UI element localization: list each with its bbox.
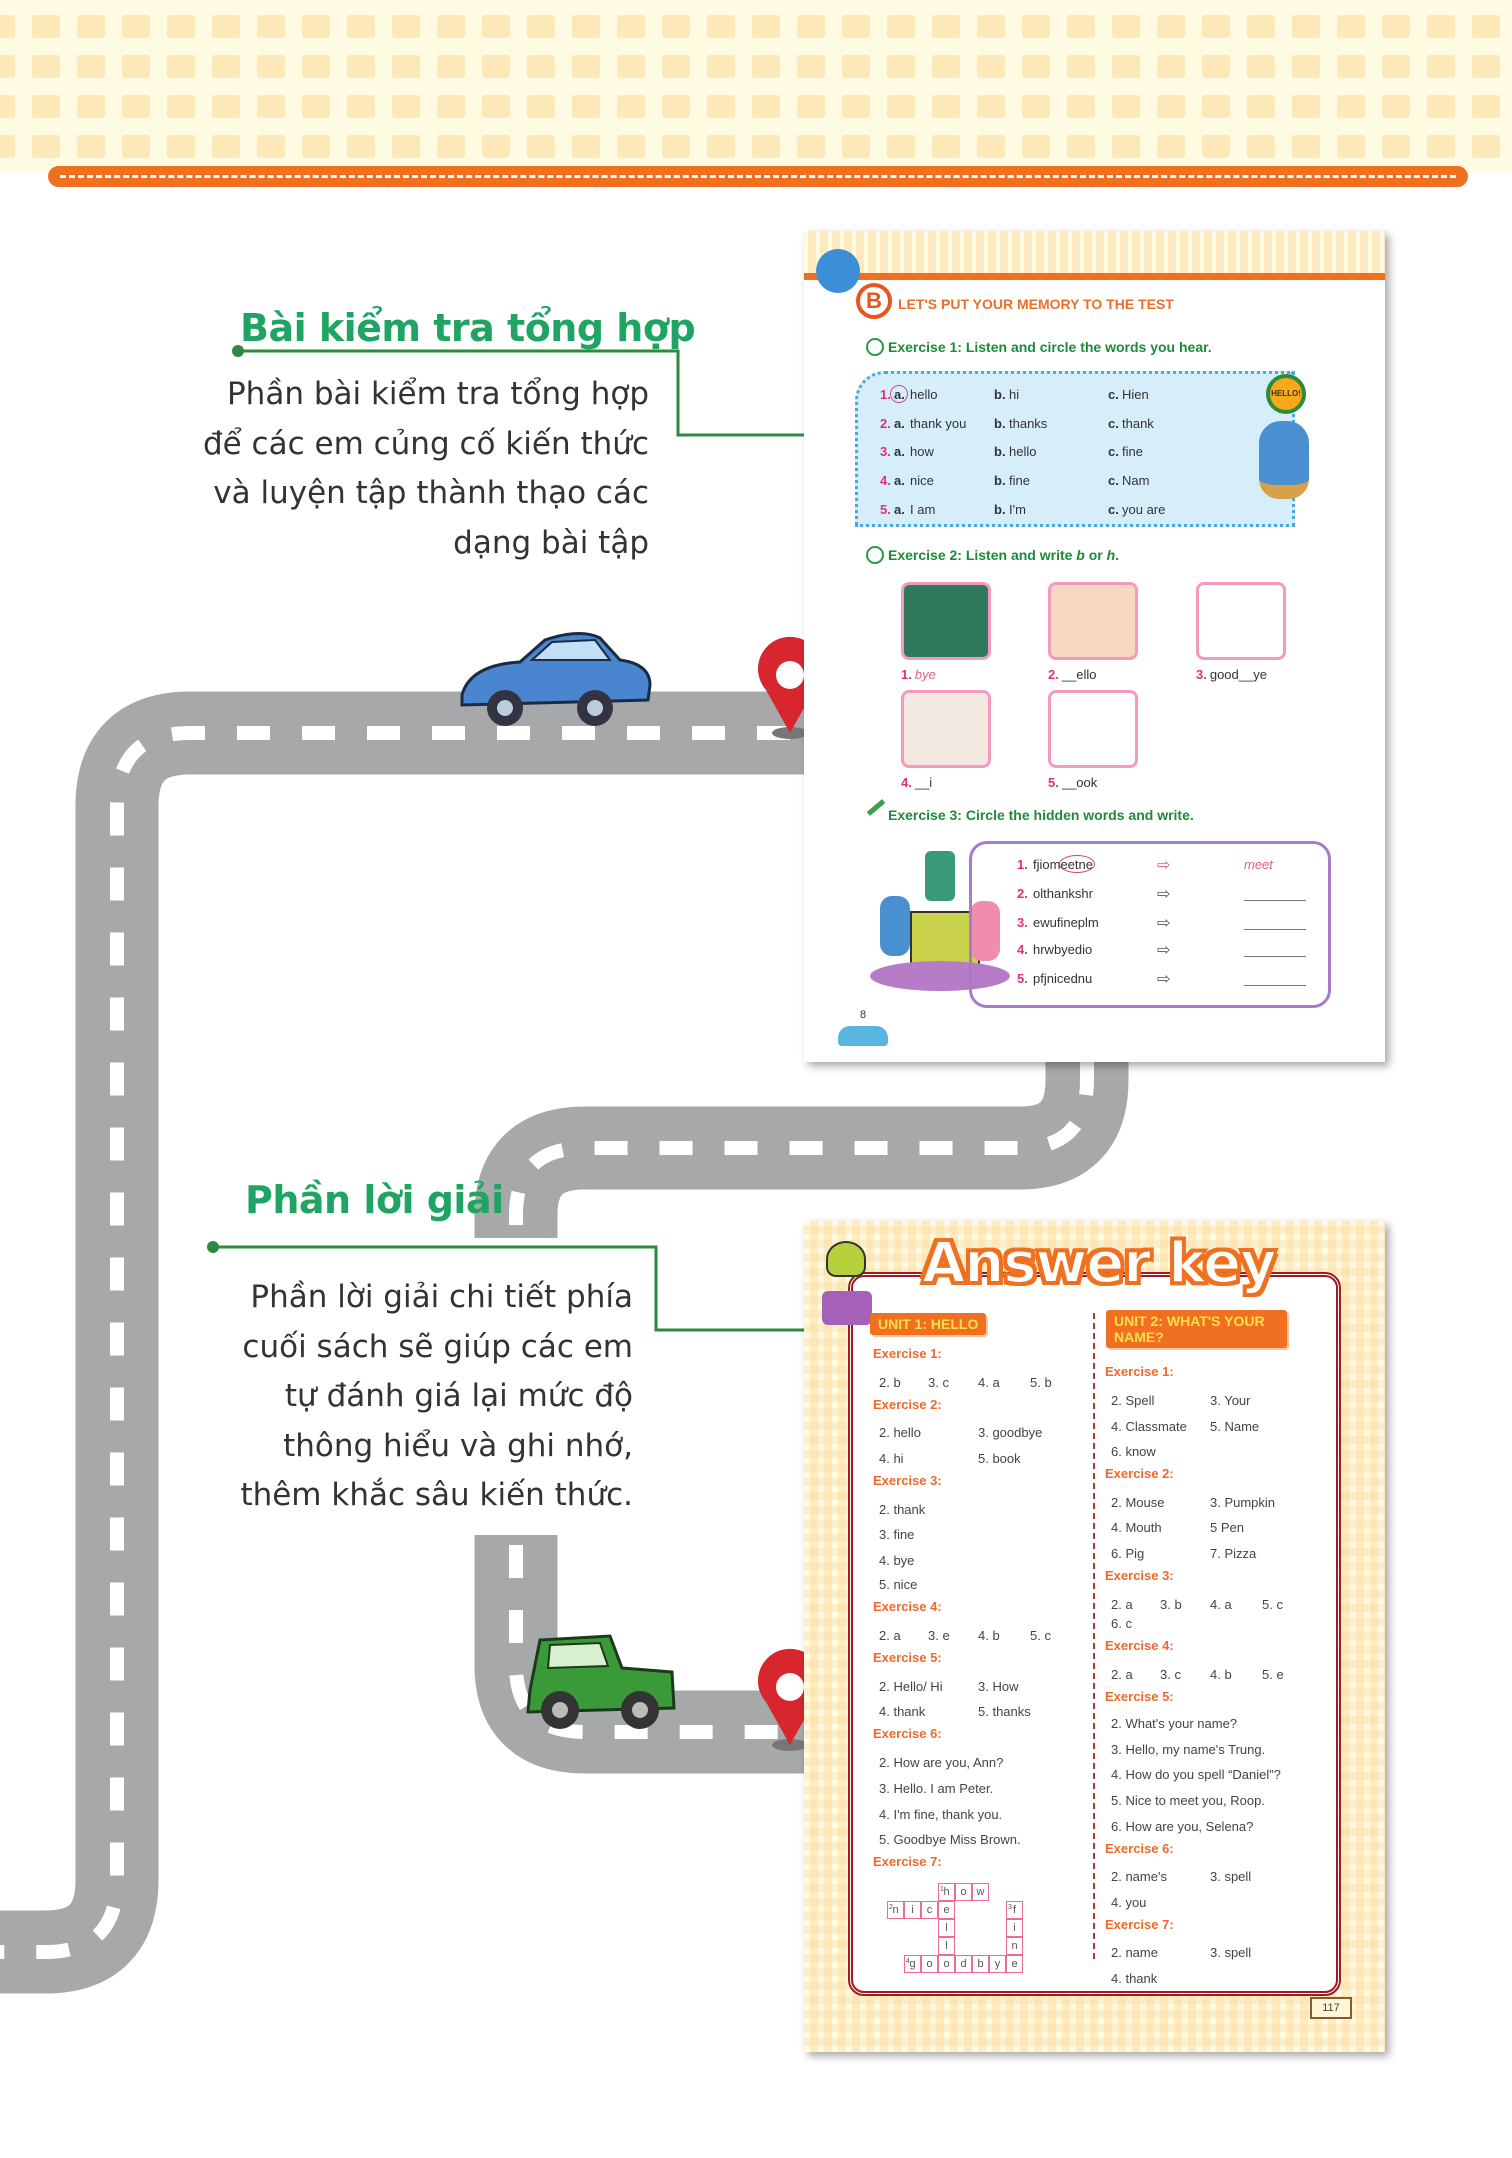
desc-line: dạng bài tập [453, 524, 649, 561]
crossword-letter: b [977, 1958, 984, 1970]
item-number: 3. [1017, 915, 1028, 930]
section1-heading: Bài kiểm tra tổng hợp [240, 306, 696, 350]
crossword-cell [887, 1901, 904, 1919]
desc-line: thêm khắc sâu kiến thức. [240, 1477, 633, 1513]
option-letter: a. [894, 444, 905, 459]
test-page-preview [804, 231, 1385, 1062]
option-letter: a. [894, 502, 905, 517]
globe-icon [816, 249, 860, 293]
answer-blank [1244, 956, 1306, 957]
hidden-word-string: ewufineplm [1033, 915, 1099, 930]
item-number: 2. [1017, 886, 1028, 901]
item-word: __ook [1061, 775, 1098, 790]
answer-item: 2. Hello/ Hi [879, 1679, 943, 1694]
answer-item: 4. a [1210, 1597, 1232, 1612]
answer-item: 3. fine [879, 1527, 915, 1542]
section2-description [240, 1273, 633, 1521]
answer-item: 5. c [1030, 1628, 1051, 1643]
option-letter: b. [994, 473, 1006, 488]
option-a: how [910, 444, 934, 459]
headphone-icon [866, 546, 884, 564]
exercise-heading: Exercise 2: [1105, 1466, 1174, 1481]
exercise-heading: Exercise 3: [873, 1473, 942, 1488]
item-word: bye [914, 667, 936, 682]
answer-item: 4. thank [879, 1704, 926, 1719]
crossword-letter: h [943, 1886, 950, 1898]
crossword-cell [938, 1901, 955, 1919]
exercise2-caption [901, 667, 936, 682]
hidden-word-string: hrwbyedio [1033, 942, 1093, 957]
answer-item: 5. Goodbye Miss Brown. [879, 1832, 1021, 1847]
option-c: you are [1122, 502, 1166, 517]
crossword-cell [904, 1901, 921, 1919]
option-letter: c. [1108, 473, 1119, 488]
answer-item: 3. Pumpkin [1210, 1495, 1276, 1510]
crossword-letter: l [945, 1940, 948, 1952]
answer-circle [1059, 855, 1095, 873]
item-number: 3. [880, 444, 891, 459]
page-header-line [804, 273, 1385, 280]
item-word: __ello [1061, 667, 1097, 682]
crossword-cell [1006, 1937, 1023, 1955]
option-a: I am [910, 502, 936, 517]
crossword-letter: w [976, 1886, 985, 1898]
crossword-letter: f [1012, 1904, 1017, 1916]
pencil-icon [867, 799, 886, 816]
exercise-heading: Exercise 2: [873, 1397, 942, 1412]
item-word: __i [914, 775, 933, 790]
option-c: Hien [1122, 387, 1149, 402]
answer-item: 5. book [978, 1451, 1021, 1466]
clue-number: 1 [940, 1886, 944, 1893]
answer-item: 5 Pen [1210, 1520, 1244, 1535]
exercise1-title: Exercise 1: Listen and circle the words you hear. [888, 339, 1212, 355]
exercise2-caption [1048, 667, 1097, 682]
answer-item: 5. b [1030, 1375, 1052, 1390]
clue-number: 2 [889, 1904, 893, 1911]
arrow-icon: ⇨ [1157, 971, 1171, 988]
exercise2-picture [1196, 582, 1286, 660]
boy-illustration [1259, 421, 1309, 499]
answer-item: 6. How are you, Selena? [1111, 1819, 1254, 1834]
exercise2-caption [901, 775, 932, 790]
exercise2-picture [901, 690, 991, 768]
option-c: thank [1122, 416, 1154, 431]
option-letter: b. [994, 416, 1006, 431]
hidden-word-string: fjiomeetne [1033, 857, 1093, 872]
answer-item: 2. name [1111, 1945, 1158, 1960]
option-letter: c. [1108, 444, 1119, 459]
answer-item: 4. Classmate [1111, 1419, 1187, 1434]
answer-item: 2. name's [1111, 1869, 1167, 1884]
crossword-letter: e [1011, 1958, 1018, 1970]
answer-item: 2. Mouse [1111, 1495, 1165, 1510]
option-letter: c. [1108, 502, 1119, 517]
item-number: 5. [880, 502, 891, 517]
crossword-cell [1006, 1901, 1023, 1919]
option-b: I'm [1009, 502, 1026, 517]
item-number: 2. [880, 416, 891, 431]
crossword-cell [989, 1955, 1006, 1973]
clue-number: 3 [1008, 1904, 1012, 1911]
answer-item: 4. you [1111, 1895, 1147, 1910]
crossword-letter: o [926, 1958, 933, 1970]
crossword-cell [921, 1901, 938, 1919]
crossword-cell [972, 1955, 989, 1973]
page-title: LET'S PUT YOUR MEMORY TO THE TEST [898, 296, 1174, 312]
option-letter: a. [894, 416, 905, 431]
answer-item: 6. know [1111, 1444, 1156, 1459]
answer-item: 2. How are you, Ann? [879, 1755, 1004, 1770]
option-c: fine [1122, 444, 1143, 459]
item-number: 1. [880, 387, 891, 402]
crossword-cell [938, 1883, 955, 1901]
answer-item: 4. b [1210, 1667, 1232, 1682]
crossword-letter: d [960, 1958, 967, 1970]
answer-key-page-preview [804, 1221, 1385, 2052]
hidden-word-string: pfjnicednu [1033, 971, 1093, 986]
page-header-band [804, 231, 1385, 273]
arrow-icon: ⇨ [1157, 857, 1171, 874]
item-number: 4. [1017, 942, 1028, 957]
answer-item: 3. How [978, 1679, 1019, 1694]
exercise-heading: Exercise 5: [873, 1650, 942, 1665]
answer-item: 5. e [1262, 1667, 1284, 1682]
exercise2-picture [901, 582, 991, 660]
item-number: 5. [1048, 775, 1059, 790]
answer-item: 3. spell [1210, 1869, 1252, 1884]
desc-line: Phần bài kiểm tra tổng hợp [226, 376, 649, 412]
answer-item: 5. Name [1210, 1419, 1260, 1434]
item-number: 3. [1196, 667, 1207, 682]
desc-line: cuối sách sẽ giúp các em [242, 1328, 633, 1365]
answer-item: 5. nice [879, 1577, 918, 1592]
page-number: 8 [860, 1009, 867, 1021]
answer-item: 3. c [1160, 1667, 1181, 1682]
section1-description [203, 370, 649, 568]
crossword-cell [972, 1883, 989, 1901]
answer-item: 3. e [928, 1628, 950, 1643]
answer-item: 7. Pizza [1210, 1546, 1257, 1561]
crossword-cell [904, 1955, 921, 1973]
answer-item: 3. Hello, my name's Trung. [1111, 1742, 1266, 1757]
crossword-letter: g [909, 1958, 916, 1970]
answer-item: 2. a [879, 1628, 901, 1643]
answer-item: 3. goodbye [978, 1425, 1043, 1440]
item-number: 5. [1017, 971, 1028, 986]
exercise-heading: Exercise 1: [1105, 1364, 1174, 1379]
answer-item: 4. b [978, 1628, 1000, 1643]
answer-item: 6. Pig [1111, 1546, 1145, 1561]
answer-text: meet [1244, 857, 1273, 872]
option-letter: c. [1108, 387, 1119, 402]
crossword-letter: o [960, 1886, 967, 1898]
exercise2-picture [1048, 582, 1138, 660]
option-b: hello [1009, 444, 1037, 459]
item-number: 4. [901, 775, 912, 790]
exercise-heading: Exercise 7: [1105, 1917, 1174, 1932]
answer-key-title: Answer key [922, 1231, 1276, 1296]
answer-item: 5. thanks [978, 1704, 1031, 1719]
option-b: fine [1009, 473, 1030, 488]
hello-sign: HELLO! [1266, 374, 1306, 414]
crossword-letter: n [892, 1904, 899, 1916]
crossword-cell [1006, 1955, 1023, 1973]
page-number: 117 [1310, 1997, 1352, 2019]
option-letter: b. [994, 444, 1006, 459]
hidden-word-string: olthankshr [1033, 886, 1093, 901]
crossword-cell [938, 1955, 955, 1973]
crossword-letter: y [994, 1958, 1001, 1970]
answer-blank [1244, 900, 1306, 901]
exercise2-caption [1048, 775, 1097, 790]
answer-item: 2. a [1111, 1597, 1133, 1612]
item-number: 2. [1048, 667, 1059, 682]
exercise-heading: Exercise 7: [873, 1854, 942, 1869]
item-word: good__ye [1209, 667, 1267, 682]
answer-item: 2. b [879, 1375, 901, 1390]
crossword-letter: o [943, 1958, 950, 1970]
exercise-heading: Exercise 6: [1105, 1841, 1174, 1856]
exercise2-title: Exercise 2: Listen and write b or h. [888, 547, 1120, 563]
exercise-heading: Exercise 4: [1105, 1638, 1174, 1653]
arrow-icon: ⇨ [1157, 942, 1171, 959]
answer-item: 4. Mouth [1111, 1520, 1162, 1535]
unit2-badge: UNIT 2: WHAT'S YOUR NAME? [1106, 1310, 1287, 1348]
crossword-cell [938, 1937, 955, 1955]
answer-item: 3. c [928, 1375, 949, 1390]
answer-item: 4. How do you spell “Daniel”? [1111, 1767, 1281, 1782]
option-letter: b. [994, 502, 1006, 517]
exercise2-caption [1196, 667, 1267, 682]
exercise-heading: Exercise 1: [873, 1346, 942, 1361]
option-a: nice [910, 473, 934, 488]
desc-line: tự đánh giá lại mức độ [284, 1378, 633, 1414]
option-a: hello [910, 387, 938, 402]
desc-line: thông hiểu và ghi nhớ, [283, 1427, 633, 1464]
exercise-heading: Exercise 5: [1105, 1689, 1174, 1704]
crossword-cell [955, 1883, 972, 1901]
exercise3-title: Exercise 3: Circle the hidden words and write. [888, 807, 1194, 823]
answer-item: 2. thank [879, 1502, 926, 1517]
clue-number: 4 [906, 1958, 910, 1965]
answer-item: 2. a [1111, 1667, 1133, 1682]
small-car-icon [838, 1026, 888, 1046]
crossword-cell [955, 1955, 972, 1973]
crossword-cell [938, 1919, 955, 1937]
option-a: thank you [910, 416, 967, 431]
crossword-letter: c [926, 1904, 933, 1916]
item-number: 1. [1017, 857, 1028, 872]
option-letter: a. [894, 387, 905, 402]
answer-item: 3. b [1160, 1597, 1182, 1612]
answer-blank [1244, 929, 1306, 930]
crossword-letter: e [943, 1904, 950, 1916]
arrow-icon: ⇨ [1157, 886, 1171, 903]
item-number: 1. [901, 667, 912, 682]
crossword-letter: i [1013, 1922, 1016, 1934]
crossword-letter: n [1011, 1940, 1018, 1952]
road-dashes-2 [516, 1062, 1087, 1238]
exercise2-picture [1048, 690, 1138, 768]
answer-circle [890, 385, 908, 403]
desc-line: và luyện tập thành thạo các [213, 475, 649, 511]
exercise-heading: Exercise 4: [873, 1599, 942, 1614]
desc-line: Phần lời giải chi tiết phía [250, 1279, 633, 1315]
crossword-letter: l [945, 1922, 948, 1934]
answer-item: 5. c [1262, 1597, 1283, 1612]
answer-item: 2. hello [879, 1425, 921, 1440]
option-b: thanks [1009, 416, 1048, 431]
answer-item: 4. bye [879, 1553, 915, 1568]
answer-blank [1244, 985, 1306, 986]
answer-item: 3. Hello. I am Peter. [879, 1781, 994, 1796]
unit1-badge: UNIT 1: HELLO [870, 1313, 986, 1335]
answer-item: 3. Your [1210, 1393, 1251, 1408]
answer-item: 5. Nice to meet you, Roop. [1111, 1793, 1265, 1808]
option-letter: c. [1108, 416, 1119, 431]
section2-heading: Phần lời giải [245, 1178, 504, 1222]
answer-item: 4. I'm fine, thank you. [879, 1807, 1003, 1822]
answer-item: 4. a [978, 1375, 1000, 1390]
arrow-icon: ⇨ [1157, 915, 1171, 932]
option-letter: a. [894, 473, 905, 488]
option-b: hi [1009, 387, 1020, 402]
answer-item: 6. c [1111, 1616, 1132, 1631]
item-number: 4. [880, 473, 891, 488]
exercise-heading: Exercise 3: [1105, 1568, 1174, 1583]
option-c: Nam [1122, 473, 1150, 488]
answer-item: 3. spell [1210, 1945, 1252, 1960]
headphone-icon [866, 338, 884, 356]
section-b-badge: B [856, 283, 892, 319]
answer-item: 4. hi [879, 1451, 904, 1466]
answer-item: 4. thank [1111, 1971, 1158, 1986]
option-letter: b. [994, 387, 1006, 402]
answer-item: 2. Spell [1111, 1393, 1155, 1408]
exercise-heading: Exercise 6: [873, 1726, 942, 1741]
desc-line: để các em củng cố kiến thức [202, 425, 649, 462]
crossword-letter: i [911, 1904, 914, 1916]
column-divider [1093, 1313, 1095, 1959]
crossword-cell [921, 1955, 938, 1973]
crossword-cell [1006, 1919, 1023, 1937]
answer-item: 2. What's your name? [1111, 1716, 1238, 1731]
